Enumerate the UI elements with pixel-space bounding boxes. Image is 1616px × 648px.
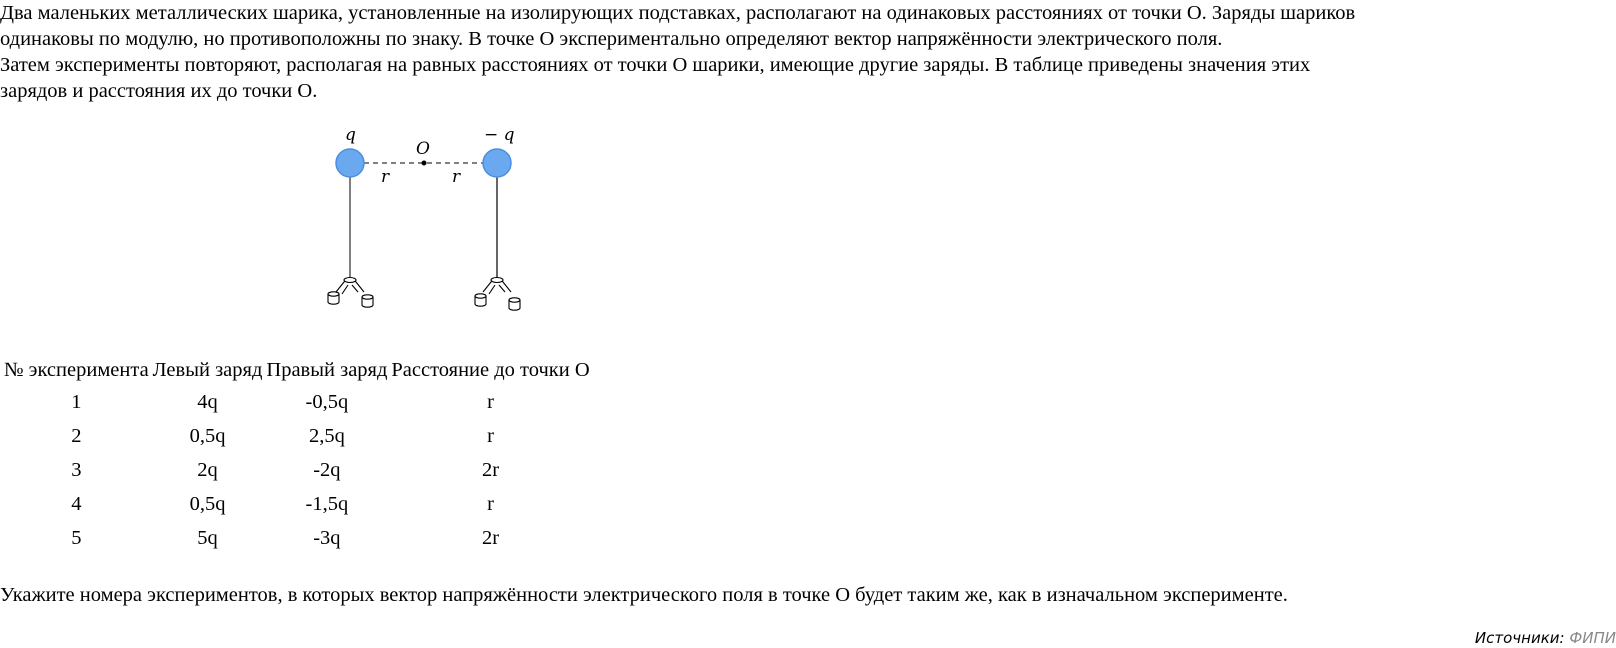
left-distance-label: r xyxy=(381,167,390,187)
header-left-charge: Левый заряд xyxy=(152,358,263,381)
table-row xyxy=(2,487,592,521)
cell-right-charge: -1,5q xyxy=(305,492,349,515)
point-o-label: O xyxy=(416,139,430,159)
right-charge-label: − q xyxy=(484,125,515,145)
intro-text-line-2: одинаковы по модулю, но противоположны по знаку. В точке О экспериментально определяют вектор напряжённости электрического поля. xyxy=(0,28,1223,50)
table-row xyxy=(2,385,592,419)
cell-distance: 2r xyxy=(481,526,500,549)
header-distance: Расстояние до точки О xyxy=(391,358,590,381)
header-right-charge: Правый заряд xyxy=(266,358,388,381)
table-header-row xyxy=(2,355,592,385)
experiments-table xyxy=(2,355,592,555)
cell-experiment-number: 2 xyxy=(71,424,82,447)
cell-distance: r xyxy=(487,492,494,515)
source-attribution xyxy=(1475,628,1616,648)
intro-text-line-4: зарядов и расстояния их до точки О. xyxy=(0,80,318,102)
table-row xyxy=(2,453,592,487)
intro-text-line-3: Затем эксперименты повторяют, располагая на равных расстояниях от точки О шарики, имеющие другие заряды. В таблице приведены значения этих xyxy=(0,54,1311,76)
cell-left-charge: 0,5q xyxy=(189,492,226,515)
cell-right-charge: -2q xyxy=(313,458,341,481)
cell-right-charge: -3q xyxy=(313,526,341,549)
point-o-marker xyxy=(422,161,427,166)
cell-left-charge: 5q xyxy=(197,526,218,549)
cell-left-charge: 4q xyxy=(197,390,218,413)
cell-experiment-number: 3 xyxy=(71,458,82,481)
cell-right-charge: 2,5q xyxy=(308,424,345,447)
cell-right-charge: -0,5q xyxy=(305,390,349,413)
cell-distance: r xyxy=(487,390,494,413)
source-link[interactable]: ФИПИ xyxy=(1569,629,1616,647)
cell-experiment-number: 1 xyxy=(71,390,82,413)
source-label: Источники: xyxy=(1474,629,1570,647)
cell-experiment-number: 5 xyxy=(71,526,82,549)
question-text: Укажите номера экспериментов, в которых вектор напряжённости электрического поля в точке О будет таким же, как в изначальном эксперименте. xyxy=(0,584,1288,606)
intro-text-line-1: Два маленьких металлических шарика, установленные на изолирующих подставках, располагают на одинаковых расстояниях от точки О. Заряды шариков xyxy=(0,2,1356,24)
left-charge-label: q xyxy=(345,125,356,145)
cell-left-charge: 0,5q xyxy=(189,424,226,447)
table-row xyxy=(2,521,592,555)
cell-distance: r xyxy=(487,424,494,447)
right-ball xyxy=(483,149,511,177)
cell-left-charge: 2q xyxy=(197,458,218,481)
left-stand-base xyxy=(328,278,373,308)
right-stand-base xyxy=(475,278,520,311)
cell-distance: 2r xyxy=(481,458,500,481)
right-distance-label: r xyxy=(452,167,461,187)
cell-experiment-number: 4 xyxy=(71,492,82,515)
header-experiment-number: № эксперимента xyxy=(4,358,149,381)
table-row xyxy=(2,419,592,453)
charges-diagram xyxy=(320,120,540,320)
left-ball xyxy=(336,149,364,177)
